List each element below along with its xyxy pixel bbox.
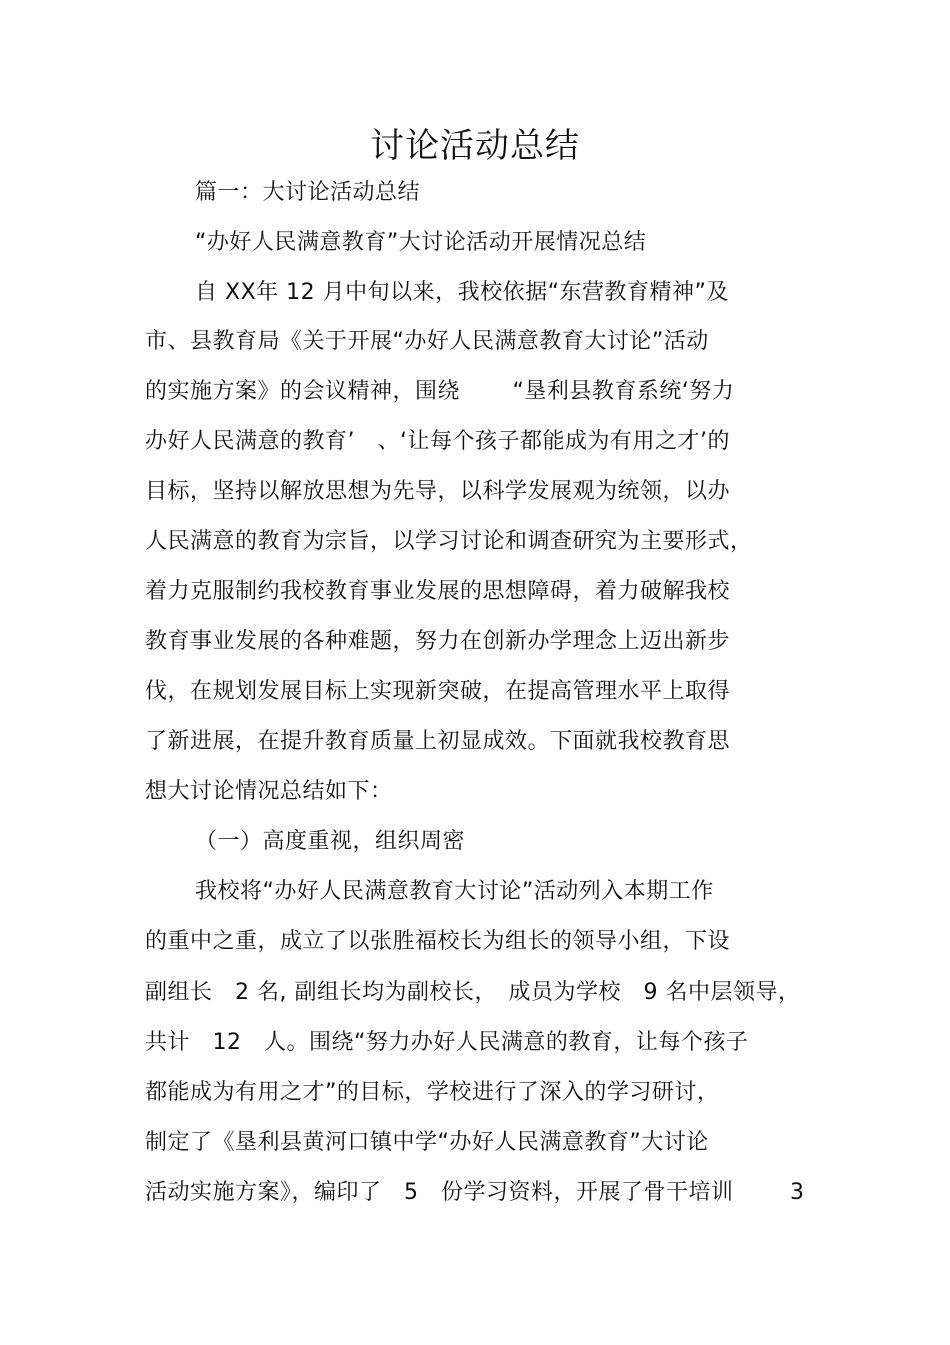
subtitle-line: “办好人民满意教育”大讨论活动开展情况总结 <box>195 230 647 255</box>
paragraph-line: 共计 12 人。围绕“努力办好人民满意的教育，让每个孩子 <box>145 1030 749 1055</box>
paragraph-line: 教育事业发展的各种难题，努力在创新办学理念上迈出新步 <box>145 629 731 654</box>
paragraph-line: 我校将“办好人民满意教育大讨论”活动列入本期工作 <box>195 879 714 904</box>
paragraph-line: 的实施方案》的会议精神，围绕 “垦利县教育系统‘努力 <box>145 379 735 404</box>
page-number: 3 <box>790 1180 804 1205</box>
section-subheading: （一）高度重视，组织周密 <box>195 829 466 854</box>
paragraph-line: 都能成为有用之才”的目标，学校进行了深入的学习研讨， <box>145 1080 720 1105</box>
document-title: 讨论活动总结 <box>370 126 580 166</box>
paragraph-line: 制定了《垦利县黄河口镇中学“办好人民满意教育”大讨论 <box>145 1130 709 1155</box>
paragraph-line: 着力克服制约我校教育事业发展的思想障碍，着力破解我校 <box>145 579 731 604</box>
paragraph-line: 市、县教育局《关于开展“办好人民满意教育大讨论”活动 <box>145 329 709 354</box>
paragraph-line: 副组长 2 名, 副组长均为副校长， 成员为学校 9 名中层领导， <box>145 980 801 1005</box>
paragraph-line: 的重中之重，成立了以张胜福校长为组长的领导小组，下设 <box>145 929 731 954</box>
paragraph-line: 目标，坚持以解放思想为先导，以科学发展观为统领，以办 <box>145 479 731 504</box>
paragraph-line: 想大讨论情况总结如下： <box>145 779 393 804</box>
paragraph-line: 办好人民满意的教育’ 、‘让每个孩子都能成为有用之才’的 <box>145 429 730 454</box>
paragraph-line: 伐，在规划发展目标上实现新突破，在提高管理水平上取得 <box>145 679 731 704</box>
paragraph-line: 活动实施方案》，编印了 5 份学习资料，开展了骨干培训 <box>145 1180 734 1205</box>
paragraph-line: 了新进展，在提升教育质量上初显成效。下面就我校教育思 <box>145 729 731 754</box>
section-heading: 篇一：大讨论活动总结 <box>195 180 421 205</box>
paragraph-line: 人民满意的教育为宗旨，以学习讨论和调查研究为主要形式， <box>145 529 753 554</box>
paragraph-line: 自 XX年 12 月中旬以来，我校依据“东营教育精神”及 <box>195 280 729 305</box>
